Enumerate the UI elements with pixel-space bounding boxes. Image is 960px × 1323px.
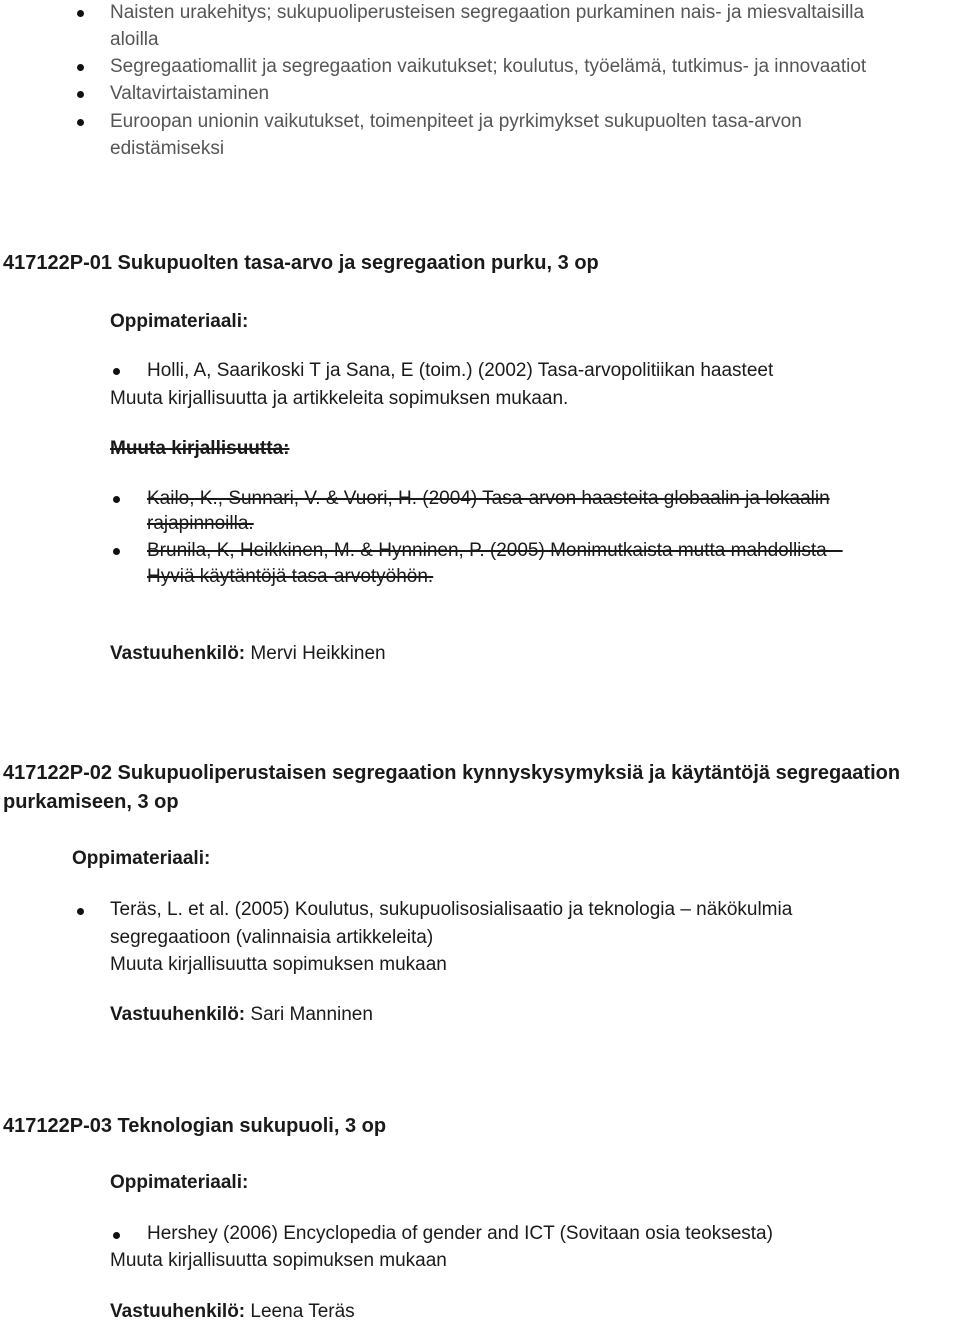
responsible-person-label: Vastuuhenkilö: xyxy=(110,1004,246,1025)
bullet xyxy=(113,1232,120,1239)
bullet xyxy=(113,496,120,503)
material-item-continuation: segregaatioon (valinnaisia artikkeleita) xyxy=(110,927,434,948)
responsible-person-label: Vastuuhenkilö: xyxy=(110,643,246,664)
struck-literature-item-continuation: Hyviä käytäntöjä tasa-arvotyöhön. xyxy=(147,566,434,587)
material-item: Teräs, L. et al. (2005) Koulutus, sukupuolisosialisaatio ja teknologia – näkökulmia xyxy=(110,899,793,920)
course-heading-continuation: purkamiseen, 3 op xyxy=(3,791,179,813)
list-item: Segregaatiomallit ja segregaation vaikutukset; koulutus, työelämä, tutkimus- ja innovaatiot xyxy=(110,56,867,77)
responsible-person xyxy=(110,1301,355,1323)
bullet xyxy=(77,91,84,98)
bullet xyxy=(77,119,84,126)
materials-label: Oppimateriaali: xyxy=(72,848,211,869)
list-item: Naisten urakehitys; sukupuoliperusteisen segregaation purkaminen nais- ja miesvaltaisilla xyxy=(110,2,865,23)
course-heading: 417122P-01 Sukupuolten tasa-arvo ja segregaation purku, 3 op xyxy=(3,252,599,274)
list-item-continuation: edistämiseksi xyxy=(110,138,225,159)
course-heading: 417122P-02 Sukupuoliperustaisen segregaation kynnyskysymyksiä ja käytäntöjä segregaation xyxy=(3,762,901,784)
materials-label: Oppimateriaali: xyxy=(110,311,249,332)
materials-label: Oppimateriaali: xyxy=(110,1172,249,1193)
responsible-person-name: Leena Teräs xyxy=(250,1301,355,1322)
material-item: Holli, A, Saarikoski T ja Sana, E (toim.) (2002) Tasa-arvopolitiikan haasteet xyxy=(147,360,774,381)
bullet xyxy=(77,10,84,17)
course-heading: 417122P-03 Teknologian sukupuoli, 3 op xyxy=(3,1115,387,1137)
list-item: Valtavirtaistaminen xyxy=(110,83,270,104)
struck-other-literature-label: Muuta kirjallisuutta: xyxy=(110,438,290,459)
material-note: Muuta kirjallisuutta sopimuksen mukaan xyxy=(110,954,447,975)
material-note: Muuta kirjallisuutta ja artikkeleita sopimuksen mukaan. xyxy=(110,388,569,409)
material-note: Muuta kirjallisuutta sopimuksen mukaan xyxy=(110,1250,447,1271)
list-item: Euroopan unionin vaikutukset, toimenpiteet ja pyrkimykset sukupuolten tasa-arvon xyxy=(110,111,802,132)
bullet xyxy=(77,64,84,71)
struck-literature-item: Brunila, K, Heikkinen, M. & Hynninen, P. (2005) Monimutkaista mutta mahdollista – xyxy=(147,540,843,561)
list-item-continuation: aloilla xyxy=(110,29,159,50)
struck-literature-item-continuation: rajapinnoilla. xyxy=(147,513,254,534)
bullet xyxy=(77,908,84,915)
bullet xyxy=(113,548,120,555)
struck-literature-item: Kailo, K., Sunnari, V. & Vuori, H. (2004) Tasa-arvon haasteita globaalin ja lokaalin xyxy=(147,488,830,509)
responsible-person-label: Vastuuhenkilö: xyxy=(110,1301,246,1322)
responsible-person-name: Mervi Heikkinen xyxy=(250,643,386,664)
bullet xyxy=(113,368,120,375)
responsible-person-name: Sari Manninen xyxy=(250,1004,373,1025)
responsible-person xyxy=(110,643,386,665)
material-item: Hershey (2006) Encyclopedia of gender and ICT (Sovitaan osia teoksesta) xyxy=(147,1223,773,1244)
responsible-person xyxy=(110,1004,373,1026)
